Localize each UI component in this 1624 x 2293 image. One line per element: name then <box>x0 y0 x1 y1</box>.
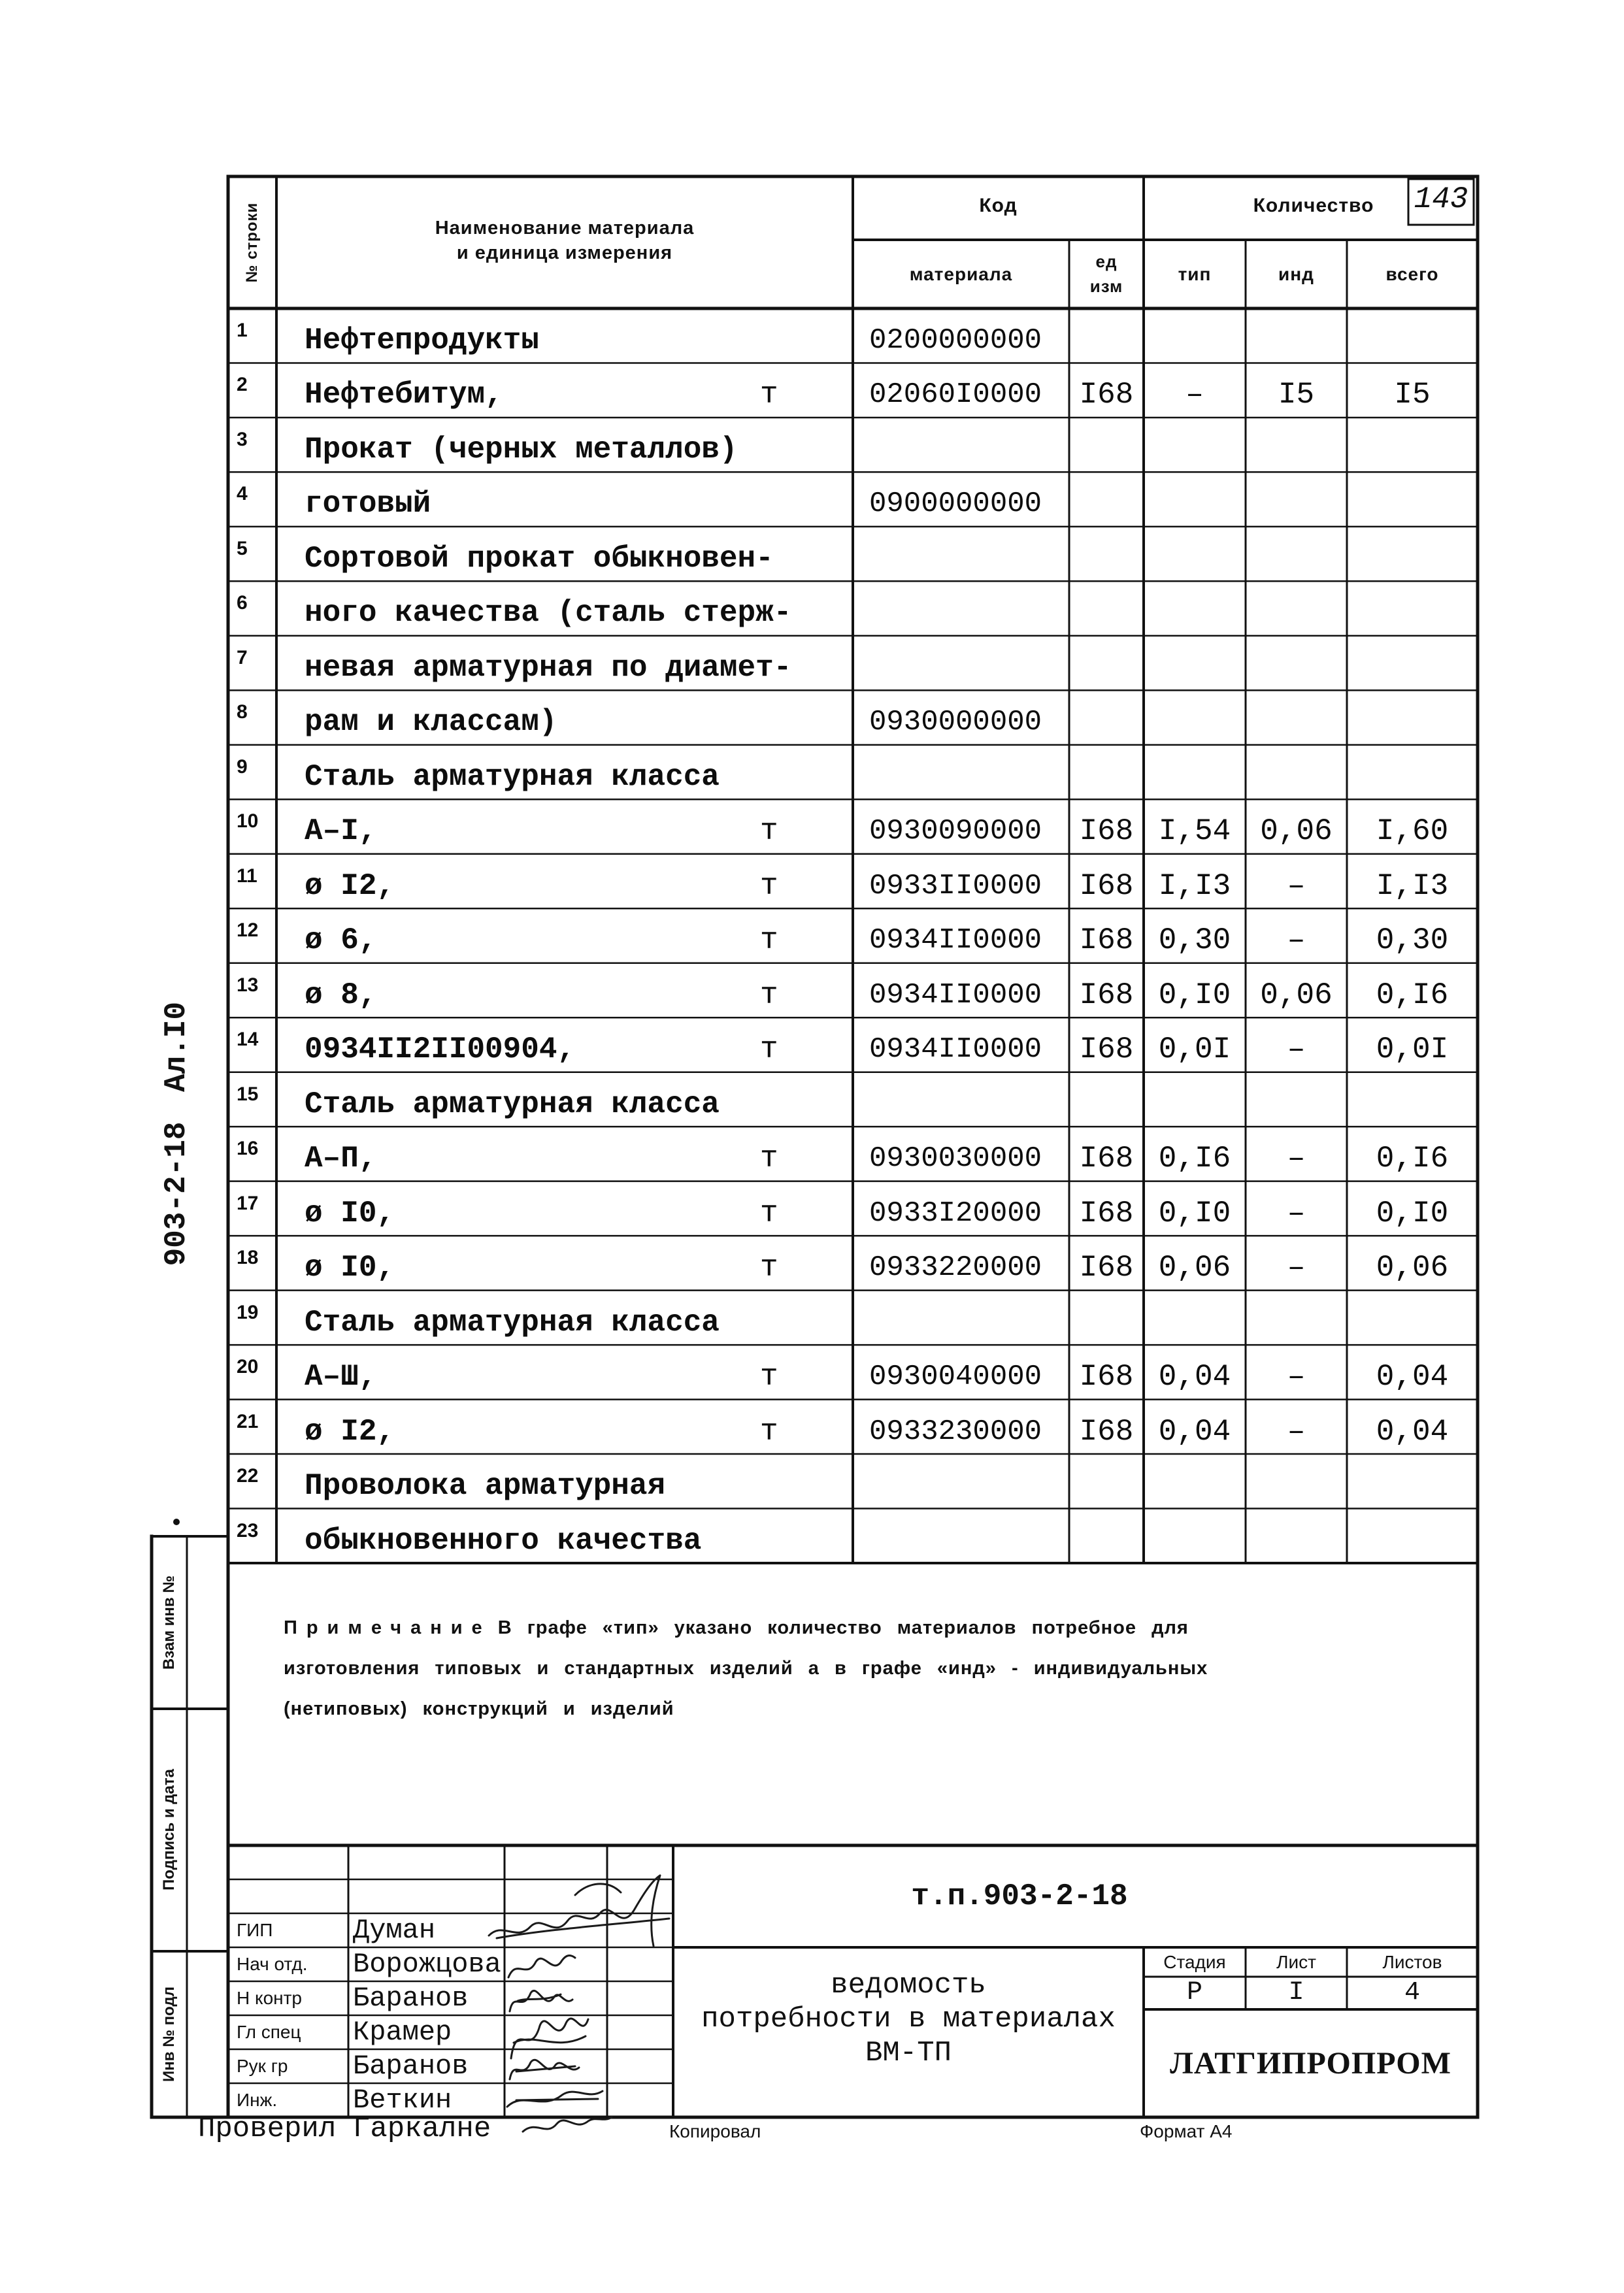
row-number: 22 <box>237 1465 259 1487</box>
album-number: Ал.I0 <box>159 1001 193 1093</box>
qty-individual: – <box>1287 923 1306 958</box>
qty-type: 0,I0 <box>1158 1196 1231 1230</box>
unit-of-measure: т <box>760 1196 778 1230</box>
material-name: невая арматурная по диамет- <box>305 650 792 685</box>
original-inventory-label: Инв № подл <box>160 1987 178 2082</box>
unit-code: I68 <box>1079 814 1134 849</box>
unit-of-measure: т <box>760 814 778 849</box>
unit-code-header <box>1069 249 1144 299</box>
table-row <box>0 1017 1624 1072</box>
material-code: 02060I0000 <box>869 378 1042 412</box>
material-code: 0933II0000 <box>869 869 1042 902</box>
qty-individual: 0,06 <box>1260 814 1333 849</box>
material-name: Проволока арматурная <box>305 1469 666 1504</box>
material-name: Нефтепродукты <box>305 323 539 357</box>
qty-type: I,I3 <box>1158 868 1231 903</box>
qty-individual: – <box>1287 1032 1306 1067</box>
row-number: 18 <box>237 1247 259 1269</box>
qty-type: 0,04 <box>1158 1414 1231 1449</box>
unit-code: I68 <box>1079 1142 1134 1176</box>
signer-role: Инж. <box>237 2090 278 2110</box>
unit-code: I68 <box>1079 923 1134 958</box>
note-line-1 <box>284 1608 1460 1648</box>
qty-type: 0,I6 <box>1158 1142 1231 1176</box>
row-number-header: № строки <box>243 202 261 283</box>
unit-of-measure: т <box>760 923 778 958</box>
sheets-value: 4 <box>1404 1978 1420 2007</box>
material-name-header-line1: Наименование материала <box>435 218 695 239</box>
note-label: Примечание <box>284 1617 491 1638</box>
qty-total: 0,30 <box>1376 923 1449 958</box>
row-number: 17 <box>237 1192 259 1214</box>
document-title-line-2: потребности в материалах <box>701 2003 1116 2036</box>
row-number: 5 <box>237 537 248 559</box>
signer-role: Н контр <box>237 1988 302 2008</box>
row-number: 2 <box>237 374 248 396</box>
sheet-label: Лист <box>1276 1952 1316 1972</box>
row-number: 19 <box>237 1301 259 1323</box>
qty-total: 0,0I <box>1376 1032 1449 1067</box>
material-name-header <box>276 216 853 265</box>
qty-type: I,54 <box>1158 814 1231 849</box>
signature-norm-control <box>510 1990 572 2011</box>
signer-role: Гл спец <box>237 2022 301 2042</box>
material-name: А–I, <box>305 814 377 849</box>
qty-total: 0,06 <box>1376 1251 1449 1285</box>
stage-value: Р <box>1186 1978 1202 2007</box>
qty-individual-header: инд <box>1278 264 1314 284</box>
qty-type: – <box>1185 378 1204 412</box>
sheet-number-handwritten: 143 <box>1414 182 1468 216</box>
table-row <box>0 363 1624 417</box>
unit-of-measure: т <box>760 1414 778 1449</box>
copied-by-label: Копировал <box>669 2121 761 2141</box>
paper-format-label: Формат А4 <box>1140 2121 1233 2141</box>
row-number: 1 <box>237 320 248 341</box>
material-code: 0900000000 <box>869 487 1042 521</box>
qty-total: 0,I6 <box>1376 978 1449 1012</box>
material-name: обыкновенного качества <box>305 1523 702 1558</box>
qty-individual: – <box>1287 868 1306 903</box>
table-row <box>0 1291 1624 1345</box>
quantity-header: Количество <box>1253 195 1374 216</box>
material-code: 0934II0000 <box>869 924 1042 957</box>
signer-role: Рук гр <box>237 2056 288 2076</box>
material-code: 0933220000 <box>869 1251 1042 1285</box>
qty-total: 0,04 <box>1376 1360 1449 1394</box>
row-number: 7 <box>237 646 248 668</box>
unit-code: I68 <box>1079 978 1134 1012</box>
row-number: 10 <box>237 810 259 833</box>
material-name: готовый <box>305 487 431 521</box>
row-number: 6 <box>237 592 248 614</box>
qty-individual: – <box>1287 1142 1306 1176</box>
qty-type: 0,30 <box>1158 923 1231 958</box>
material-name: А–Ш, <box>305 1360 377 1394</box>
qty-type-header: тип <box>1178 264 1212 284</box>
unit-of-measure: т <box>760 868 778 903</box>
signer-name: Баранов <box>353 2051 469 2082</box>
qty-total: 0,I0 <box>1376 1196 1449 1230</box>
table-row <box>0 1345 1624 1399</box>
signer-role: Нач отд. <box>237 1954 308 1974</box>
unit-code-header-line1: ед <box>1095 252 1118 271</box>
qty-total: 0,I6 <box>1376 1142 1449 1176</box>
qty-type: 0,I0 <box>1158 978 1231 1012</box>
row-number: 11 <box>237 865 257 887</box>
material-name: ного качества (сталь стерж- <box>305 596 792 631</box>
row-number: 13 <box>237 974 259 996</box>
qty-total-header: всего <box>1385 264 1439 284</box>
table-row <box>0 308 1624 363</box>
material-name: рам и классам) <box>305 705 557 740</box>
replacement-inventory-label: Взам инв № <box>160 1575 178 1670</box>
unit-code: I68 <box>1079 1360 1134 1394</box>
checked-by-name: Гаркалне <box>353 2113 491 2145</box>
qty-individual: 0,06 <box>1260 978 1333 1012</box>
row-number: 8 <box>237 701 248 723</box>
note-text-1: В графе «тип» указано количество материалов потребное для <box>497 1617 1189 1638</box>
signature-checker <box>523 2117 612 2132</box>
material-name: Нефтебитум, <box>305 378 503 412</box>
unit-of-measure: т <box>760 1251 778 1285</box>
material-name: А–П, <box>305 1142 377 1176</box>
table-row <box>0 1236 1624 1290</box>
table-row <box>0 1181 1624 1236</box>
row-number: 3 <box>237 428 248 450</box>
row-number: 20 <box>237 1356 259 1378</box>
note <box>284 1608 1460 1729</box>
code-header: Код <box>979 195 1018 216</box>
row-number: 15 <box>237 1083 259 1105</box>
table-row <box>0 418 1624 472</box>
qty-total: I,60 <box>1376 814 1449 849</box>
signer-name: Веткин <box>353 2085 452 2116</box>
table-row <box>0 1454 1624 1508</box>
table-row <box>0 636 1624 690</box>
table-row <box>0 1072 1624 1127</box>
row-number: 23 <box>237 1519 259 1542</box>
material-name: ø I2, <box>305 868 395 903</box>
document-title <box>673 1968 1144 2070</box>
material-code-header: материала <box>909 264 1013 284</box>
table-row <box>0 690 1624 744</box>
unit-code: I68 <box>1079 1251 1134 1285</box>
note-line-2: изготовления типовых и стандартных изделий а в графе «инд» - индивидуальных <box>284 1658 1208 1679</box>
material-code: 0930040000 <box>869 1361 1042 1394</box>
material-code: 0930030000 <box>869 1142 1042 1176</box>
signature-date-label: Подпись и дата <box>160 1769 178 1890</box>
sheets-label: Листов <box>1382 1952 1442 1972</box>
material-name: Сталь арматурная класса <box>305 759 720 794</box>
unit-of-measure: т <box>760 978 778 1012</box>
table-row <box>0 1127 1624 1181</box>
document-title-line-1: ведомость <box>831 1969 986 2002</box>
qty-individual: – <box>1287 1251 1306 1285</box>
sheet-value: I <box>1288 1978 1304 2007</box>
row-number: 9 <box>237 755 248 778</box>
material-name: 0934II2II00904, <box>305 1032 576 1067</box>
table-row <box>0 472 1624 526</box>
material-name: ø 6, <box>305 923 377 958</box>
qty-individual: – <box>1287 1196 1306 1230</box>
material-name: Сортовой прокат обыкновен- <box>305 541 774 576</box>
table-row <box>0 1509 1624 1563</box>
material-code: 0933I20000 <box>869 1196 1042 1230</box>
material-name: ø I0, <box>305 1196 395 1230</box>
row-number: 14 <box>237 1029 259 1051</box>
table-row <box>0 527 1624 581</box>
unit-code: I68 <box>1079 868 1134 903</box>
stage-label: Стадия <box>1163 1952 1226 1972</box>
material-code: 0934II0000 <box>869 1033 1042 1066</box>
material-name: ø I2, <box>305 1414 395 1449</box>
qty-individual: I5 <box>1278 378 1315 412</box>
qty-individual: – <box>1287 1360 1306 1394</box>
unit-code: I68 <box>1079 378 1134 412</box>
row-number: 12 <box>237 919 259 942</box>
signer-name: Крамер <box>353 2017 452 2048</box>
table-row <box>0 963 1624 1017</box>
material-name: Сталь арматурная класса <box>305 1305 720 1340</box>
signature-engineer <box>507 2091 603 2107</box>
table-row <box>0 854 1624 908</box>
signature-gip <box>489 1875 669 1946</box>
signature-group-lead <box>510 2060 579 2079</box>
qty-total: I,I3 <box>1376 868 1449 903</box>
table-row <box>0 745 1624 799</box>
material-code: 0930000000 <box>869 706 1042 739</box>
material-name: ø 8, <box>305 978 377 1012</box>
qty-type: 0,0I <box>1158 1032 1231 1067</box>
signer-role: ГИП <box>237 1920 273 1940</box>
material-code: 0200000000 <box>869 324 1042 357</box>
qty-individual: – <box>1287 1414 1306 1449</box>
table-row <box>0 799 1624 853</box>
unit-of-measure: т <box>760 1142 778 1176</box>
material-name: Сталь арматурная класса <box>305 1087 720 1121</box>
signature-head-dept <box>508 1956 575 1977</box>
material-name-header-line2: и единица измерения <box>456 242 673 263</box>
unit-of-measure: т <box>760 1360 778 1394</box>
signer-name: Ворожцова <box>353 1949 501 1980</box>
note-line-3: (нетиповых) конструкций и изделий <box>284 1698 674 1719</box>
unit-code-header-line2: изм <box>1089 276 1123 296</box>
document-title-line-3: ВМ-ТП <box>865 2037 952 2070</box>
organization-name: ЛАТГИПРОПРОМ <box>1170 2046 1451 2081</box>
unit-code: I68 <box>1079 1414 1134 1449</box>
table-row <box>0 1400 1624 1454</box>
table-row <box>0 908 1624 963</box>
unit-code: I68 <box>1079 1032 1134 1067</box>
material-code: 0933230000 <box>869 1415 1042 1448</box>
signer-name: Думан <box>353 1915 436 1946</box>
signer-name: Баранов <box>353 1983 469 2014</box>
unit-code: I68 <box>1079 1196 1134 1230</box>
table-row <box>0 581 1624 635</box>
material-code: 0930090000 <box>869 815 1042 848</box>
document-reference: 903-2-18 <box>159 1121 193 1266</box>
qty-type: 0,04 <box>1158 1360 1231 1394</box>
row-number: 21 <box>237 1410 259 1432</box>
signature-chief-specialist <box>511 2019 588 2058</box>
unit-of-measure: т <box>760 378 778 412</box>
row-number: 16 <box>237 1138 259 1160</box>
document-code: т.п.903-2-18 <box>911 1879 1128 1913</box>
qty-type: 0,06 <box>1158 1251 1231 1285</box>
material-name: Прокат (черных металлов) <box>305 432 738 467</box>
material-name: ø I0, <box>305 1251 395 1285</box>
unit-of-measure: т <box>760 1032 778 1067</box>
checked-by-label: Проверил <box>198 2113 337 2145</box>
qty-total: I5 <box>1394 378 1431 412</box>
qty-total: 0,04 <box>1376 1414 1449 1449</box>
material-code: 0934II0000 <box>869 978 1042 1012</box>
row-number: 4 <box>237 483 248 505</box>
